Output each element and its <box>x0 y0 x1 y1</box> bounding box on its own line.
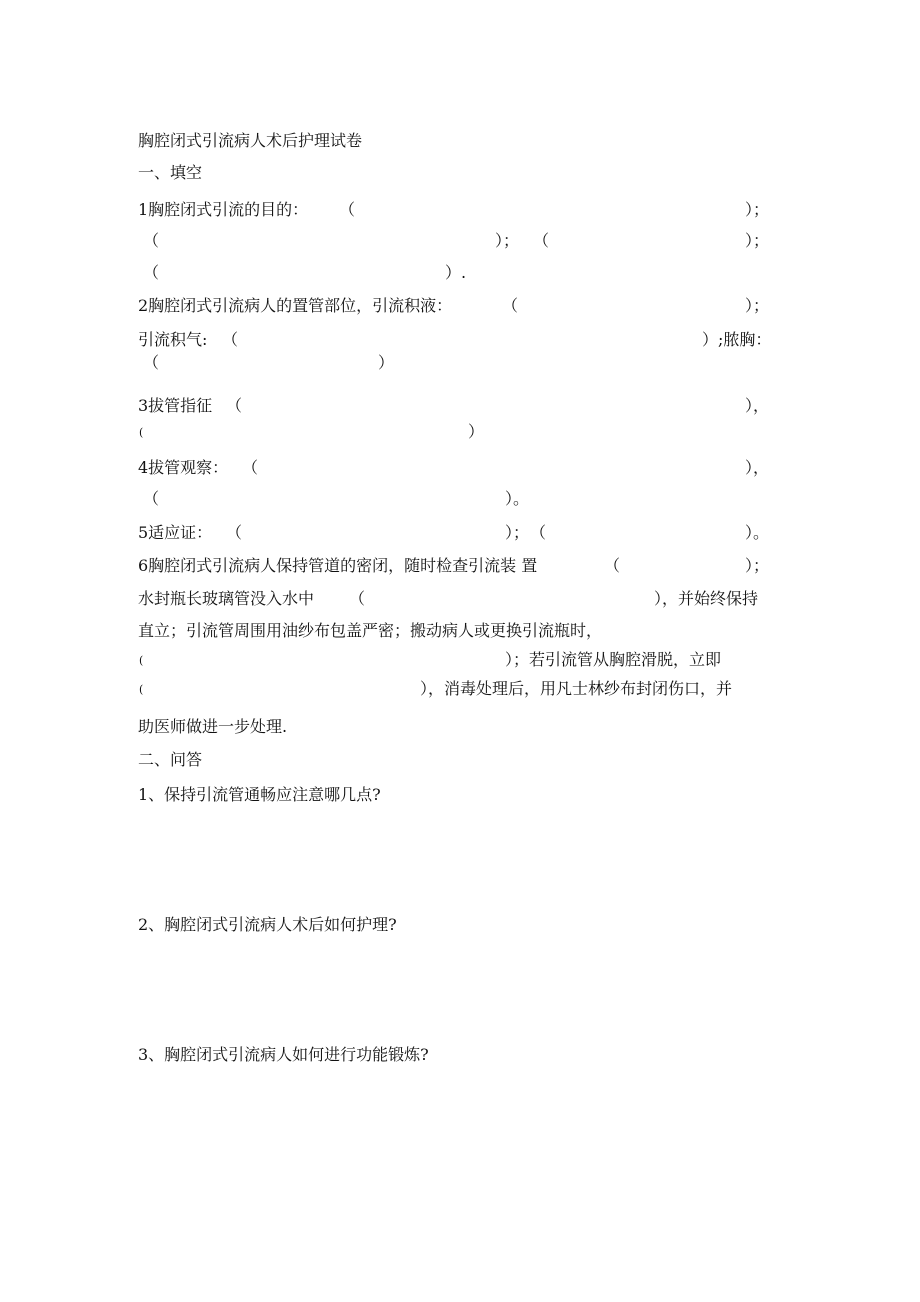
q5-label: 5适应证： <box>138 523 213 542</box>
q6-blank1-open: （ <box>604 556 621 575</box>
q2-label-gas: 引流积气: <box>138 330 208 349</box>
q1-blank4-open: （ <box>143 263 160 282</box>
q6-line-assist: 助医师做进一步处理. <box>138 717 288 736</box>
q3-blank2-close: ） <box>468 422 485 441</box>
q4-blank2-close: ）。 <box>505 489 530 508</box>
q6-blank3-open: ( <box>139 654 144 667</box>
q1-blank3-close: ）； <box>745 231 770 250</box>
q4-blank2-open: （ <box>143 489 160 508</box>
document-title: 胸腔闭式引流病人术后护理试卷 <box>138 131 363 150</box>
q6-blank2-open: （ <box>349 589 366 608</box>
q4-blank1-open: （ <box>242 458 259 477</box>
q5-blank1-open: （ <box>226 523 243 542</box>
q2-blank1-close: ）； <box>745 296 770 315</box>
q6-blank1-close: ）； <box>745 556 770 575</box>
q6-label-water-seal: 水封瓶长玻璃管没入水中 <box>138 589 315 608</box>
qa-question-2: 2、胸腔闭式引流病人术后如何护理? <box>138 915 397 934</box>
q6-blank2-close: ），并始终保持 <box>654 589 759 608</box>
q4-label: 4拔管观察： <box>138 458 229 477</box>
q6-blank4-open: ( <box>139 683 144 696</box>
q2-blank3-open: （ <box>143 353 160 372</box>
section-heading-fill-blank: 一、填空 <box>138 163 203 182</box>
q1-blank1-open: （ <box>339 200 356 219</box>
q1-blank4-close: ）. <box>445 263 467 282</box>
q2-blank3-close: ） <box>378 353 395 372</box>
q1-blank3-open: （ <box>533 231 550 250</box>
q3-blank1-open: （ <box>226 396 243 415</box>
q3-blank2-open: ( <box>139 426 144 439</box>
q2-label: 2胸腔闭式引流病人的置管部位，引流积液： <box>138 296 453 315</box>
q1-label: 1胸腔闭式引流的目的： <box>138 200 309 219</box>
q5-blank1-close: ）； <box>505 523 530 542</box>
q6-blank3-close: ）；若引流管从胸腔滑脱，立即 <box>505 650 722 669</box>
qa-question-1: 1、保持引流管通畅应注意哪几点? <box>138 785 381 804</box>
section-heading-qa: 二、问答 <box>138 750 203 769</box>
q2-blank1-open: （ <box>502 296 519 315</box>
q1-blank2-close: ）； <box>495 231 520 250</box>
q3-blank1-close: ）， <box>745 396 770 415</box>
q4-blank1-close: ）， <box>745 458 770 477</box>
q6-line-upright: 直立；引流管周围用油纱布包盖严密；搬动病人或更换引流瓶时， <box>138 621 603 640</box>
q5-blank2-open: （ <box>530 523 547 542</box>
q2-blank2-open: （ <box>222 330 239 349</box>
q2-blank2-close: ）;脓胸： <box>702 330 772 349</box>
q6-blank4-close: ），消毒处理后，用凡士林纱布封闭伤口，并 <box>420 679 733 698</box>
q1-blank2-open: （ <box>143 231 160 250</box>
q5-blank2-close: ）。 <box>745 523 770 542</box>
q1-blank1-close: ）； <box>745 200 770 219</box>
qa-question-3: 3、胸腔闭式引流病人如何进行功能锻炼? <box>138 1045 429 1064</box>
q6-label: 6胸腔闭式引流病人保持管道的密闭，随时检查引流装 置 <box>138 556 538 575</box>
q3-label: 3拔管指征 <box>138 396 213 415</box>
